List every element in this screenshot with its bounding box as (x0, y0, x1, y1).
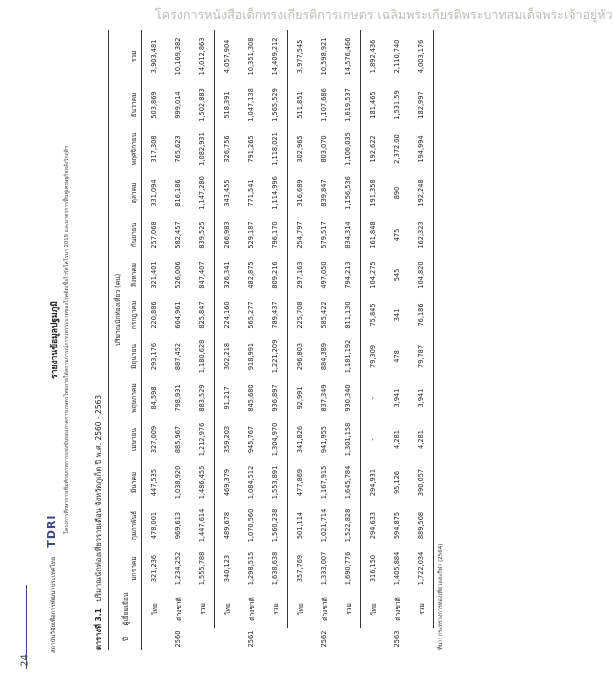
value-cell: 1,690,776 (336, 547, 361, 590)
value-cell: 1,212,976 (190, 418, 215, 461)
value-cell: 341,826 (296, 425, 304, 454)
value-cell: 809,216 (263, 255, 288, 295)
value-cell: 95,126 (393, 470, 401, 495)
header-month: กุมภาพันธ์ (129, 510, 138, 541)
total-cell: 2,110,740 (393, 39, 401, 74)
value-cell: 1,565,529 (263, 83, 288, 127)
table-row (142, 30, 167, 650)
value-cell: 825,847 (190, 295, 215, 335)
value-cell: 1,181,192 (336, 335, 361, 378)
table-source: ที่มา: กระทรวงการท่องเที่ยวและกีฬา (2564) (438, 543, 444, 650)
table-row (190, 30, 215, 650)
table-row (263, 30, 288, 650)
total-cell: 14,409,212 (263, 30, 288, 83)
table-row (215, 30, 240, 650)
value-cell: 839,847 (320, 179, 328, 207)
value-cell: 359,203 (223, 425, 231, 454)
value-cell: 225,708 (296, 301, 304, 329)
visitor-type-cell: รวม (190, 590, 215, 628)
value-cell: 326,341 (223, 261, 231, 289)
header-month: เมษายน (129, 427, 138, 452)
table-row (409, 30, 434, 650)
value-cell: 1,405,884 (393, 551, 401, 586)
value-cell: 1,021,714 (320, 508, 328, 543)
value-cell: 79,787 (409, 335, 434, 378)
value-cell: 302,218 (223, 342, 231, 371)
value-cell: 1,084,512 (247, 465, 255, 500)
value-cell: 1,180,628 (190, 335, 215, 378)
value-cell: 482,875 (247, 261, 255, 289)
total-cell: 14,012,863 (190, 30, 215, 83)
value-cell: 604,961 (174, 301, 182, 329)
table-row (288, 30, 313, 650)
value-cell: 889,508 (409, 504, 434, 547)
value-cell: 220,886 (150, 301, 158, 329)
value-cell: 224,160 (223, 301, 231, 329)
value-cell: - (369, 396, 377, 400)
value-cell: 162,323 (409, 215, 434, 255)
value-cell: 266,983 (223, 221, 231, 249)
value-cell: 3,941 (409, 378, 434, 418)
value-cell: 3,941 (393, 388, 401, 408)
value-cell: 192,248 (409, 171, 434, 215)
value-cell: 104,820 (409, 255, 434, 295)
value-cell: 343,455 (223, 179, 231, 207)
value-cell: 327,009 (150, 425, 158, 454)
footer-logo-block (40, 514, 58, 653)
table-row (312, 30, 336, 650)
value-cell: 294,931 (369, 468, 377, 497)
header-group: ปริมาณนักท่องเที่ยว (คน) (113, 273, 122, 347)
value-cell: 791,265 (247, 135, 255, 163)
value-cell: 885,967 (174, 425, 182, 454)
value-cell: 357,769 (296, 554, 304, 583)
value-cell: 317,308 (150, 135, 158, 163)
value-cell: 585,422 (320, 301, 328, 329)
header-month: กรกฎาคม (129, 300, 138, 330)
value-cell: 1,167,915 (320, 465, 328, 500)
value-cell: 254,797 (296, 221, 304, 249)
table-caption (93, 30, 105, 650)
total-cell: 10,598,921 (320, 37, 328, 76)
value-cell: 316,150 (369, 554, 377, 583)
header-month: มกราคม (129, 556, 138, 581)
value-cell: 594,875 (393, 511, 401, 540)
visitor-type-cell: รวม (336, 590, 361, 628)
visitor-type-cell: ต่างชาติ (174, 597, 183, 621)
total-cell: 10,109,382 (174, 37, 182, 76)
value-cell: 1,522,828 (336, 504, 361, 547)
value-cell: 1,304,970 (263, 418, 288, 461)
value-cell: 194,994 (409, 127, 434, 171)
value-cell: 890 (393, 186, 401, 200)
value-cell: 501,114 (296, 511, 304, 540)
value-cell: 565,277 (247, 301, 255, 329)
value-cell: 803,070 (320, 135, 328, 163)
value-cell: 1,082,931 (190, 127, 215, 171)
value-cell: 1,722,034 (409, 547, 434, 590)
value-cell: 390,057 (409, 461, 434, 504)
value-cell: 511,851 (296, 91, 304, 119)
value-cell: 489,678 (223, 511, 231, 540)
value-cell: 181,465 (369, 91, 377, 119)
year-cell: 2562 (320, 630, 328, 648)
value-cell: 478 (393, 350, 401, 363)
report-subtitle: โครงการศึกษาการเพิ่มศักยภาพการแข่งขันของภาคการเกษตรไทยภายใต้สถานการณ์การแพร่ระบาดของโรคติดเชื้อไวรัสโคโรนา 2019 และมาตรการฟื้นฟูเศรษฐกิจหลังวิกฤติฯ (64, 146, 70, 534)
value-cell: 497,050 (320, 261, 328, 289)
header-month: พฤศจิกายน (129, 132, 138, 166)
value-cell: 4,281 (393, 430, 401, 449)
value-cell: 999,014 (174, 91, 182, 119)
value-cell: 811,130 (336, 295, 361, 335)
value-cell: 1,038,920 (174, 465, 182, 500)
page-number: 24 (19, 654, 31, 667)
value-cell: 326,756 (223, 135, 231, 163)
total-cell: 14,576,466 (336, 30, 361, 83)
value-cell: 475 (393, 228, 401, 242)
value-cell: 84,598 (150, 386, 158, 410)
running-header-title: โครงการหนังสือเด็กทรงเกียรติการเกษตร เฉลิมพระเกียรติพระบาทสมเด็จพระเจ้าอยู่หัว (155, 7, 613, 22)
value-cell: 941,955 (320, 425, 328, 454)
table-row (361, 30, 386, 650)
value-cell: 191,358 (369, 179, 377, 207)
value-cell: 296,803 (296, 342, 304, 371)
value-cell: 447,535 (150, 468, 158, 497)
visitor-type-cell: ไทย (223, 603, 232, 615)
value-cell: 182,997 (409, 83, 434, 127)
value-cell: 930,340 (336, 378, 361, 418)
total-cell: 10,351,308 (247, 37, 255, 76)
value-cell: 297,163 (296, 261, 304, 289)
value-cell: 1,531.59 (393, 90, 401, 120)
value-cell: 104,275 (369, 261, 377, 289)
total-cell: 4,057,904 (223, 39, 231, 74)
visitor-type-cell: ต่างชาติ (320, 597, 329, 621)
table-number: ตารางที่ 3.1 (94, 608, 103, 650)
value-cell: 1,070,560 (247, 508, 255, 543)
header-month: รวม (129, 50, 138, 63)
visitor-type-cell: รวม (409, 590, 434, 628)
value-cell: 4,281 (409, 418, 434, 461)
total-cell: 1,892,436 (369, 39, 377, 74)
value-cell: 845,680 (247, 384, 255, 412)
value-cell: 469,379 (223, 468, 231, 497)
value-cell: 887,452 (174, 342, 182, 371)
total-cell: 4,003,176 (409, 30, 434, 83)
value-cell: 76,186 (409, 295, 434, 335)
visitor-type-cell: รวม (263, 590, 288, 628)
value-cell: 582,457 (174, 221, 182, 249)
tourist-table (108, 30, 434, 650)
header-month: กันยายน (129, 222, 138, 248)
value-cell: 834,314 (336, 215, 361, 255)
table-row (385, 30, 409, 650)
visitor-type-cell: ไทย (296, 603, 305, 615)
report-title: รายงานข้อมูลปฐมภูมิ (50, 301, 60, 379)
value-cell: 294,633 (369, 511, 377, 540)
value-cell: 545 (393, 268, 401, 282)
value-cell: 837,349 (320, 384, 328, 412)
table-row (166, 30, 190, 650)
value-cell: 1,560,238 (263, 504, 288, 547)
header-month: ตุลาคม (129, 182, 138, 204)
value-cell: 79,309 (369, 344, 377, 369)
total-cell: 3,977,545 (296, 39, 304, 74)
value-cell: 92,991 (296, 386, 304, 410)
value-cell: 91,217 (223, 386, 231, 410)
value-cell: 1,114,996 (263, 171, 288, 215)
value-cell: 75,845 (369, 303, 377, 327)
value-cell: 1,619,537 (336, 83, 361, 127)
value-cell: 1,221,209 (263, 335, 288, 378)
visitor-type-cell: ต่างชาติ (247, 597, 256, 621)
value-cell: 477,869 (296, 468, 304, 497)
total-cell: 3,903,481 (150, 39, 158, 74)
header-month: พฤษภาคม (129, 383, 138, 413)
header-year: ปี (121, 636, 130, 642)
year-cell: 2563 (393, 630, 401, 648)
value-cell: 1,147,280 (190, 171, 215, 215)
value-cell: 1,298,515 (247, 551, 255, 586)
value-cell: 883,529 (190, 378, 215, 418)
value-cell: 1,502,883 (190, 83, 215, 127)
header-month: มิถุนายน (129, 344, 138, 369)
value-cell: 1,107,686 (320, 88, 328, 122)
value-cell: 2,372.00 (393, 134, 401, 164)
value-cell: 1,106,035 (336, 127, 361, 171)
table-row (239, 30, 263, 650)
value-cell: 1,638,638 (263, 547, 288, 590)
header-month: ธันวาคม (129, 92, 138, 118)
value-cell: 1,486,455 (190, 461, 215, 504)
tdri-logo: TDRI (45, 514, 58, 548)
value-cell: 969,613 (174, 511, 182, 540)
value-cell: 1,645,784 (336, 461, 361, 504)
year-cell: 2560 (174, 630, 183, 648)
value-cell: 789,437 (263, 295, 288, 335)
value-cell: 316,689 (296, 179, 304, 207)
value-cell: 798,931 (174, 384, 182, 412)
value-cell: 161,848 (369, 221, 377, 249)
header-month: มีนาคม (129, 471, 138, 494)
value-cell: 192,622 (369, 135, 377, 163)
value-cell: 1,553,891 (263, 461, 288, 504)
value-cell: 796,170 (263, 215, 288, 255)
value-cell: 847,407 (190, 255, 215, 295)
value-cell: 1,333,007 (320, 551, 328, 586)
table-title: ปริมาณนักท่องเที่ยวรายเดือน จังหวัดภูเก็ต ปี พ.ศ. 2560 - 2563 (94, 394, 103, 602)
value-cell: 1,156,536 (336, 171, 361, 215)
value-cell: 579,517 (320, 221, 328, 249)
visitor-type-cell: ต่างชาติ (393, 597, 402, 621)
value-cell: - (369, 438, 377, 441)
table-row (336, 30, 361, 650)
value-cell: 839,525 (190, 215, 215, 255)
value-cell: 816,186 (174, 179, 182, 207)
value-cell: 1,047,138 (247, 88, 255, 122)
value-cell: 341 (393, 308, 401, 322)
value-cell: 884,389 (320, 342, 328, 371)
visitor-type-cell: ไทย (369, 603, 378, 615)
value-cell: 257,068 (150, 221, 158, 249)
value-cell: 765,623 (174, 135, 182, 163)
value-cell: 1,234,252 (174, 551, 182, 586)
value-cell: 518,391 (223, 91, 231, 119)
value-cell: 918,991 (247, 342, 255, 371)
value-cell: 936,897 (263, 378, 288, 418)
value-cell: 321,236 (150, 554, 158, 583)
value-cell: 1,118,021 (263, 127, 288, 171)
header-month: สิงหาคม (129, 262, 138, 288)
value-cell: 340,123 (223, 554, 231, 583)
year-cell: 2561 (247, 630, 255, 648)
value-cell: 321,401 (150, 261, 158, 289)
value-cell: 331,094 (150, 179, 158, 207)
visitor-type-cell: ไทย (150, 603, 159, 615)
value-cell: 293,176 (150, 342, 158, 371)
value-cell: 529,187 (247, 221, 255, 249)
value-cell: 503,869 (150, 91, 158, 119)
value-cell: 526,006 (174, 261, 182, 289)
value-cell: 478,001 (150, 511, 158, 540)
header-visitor-type: ผู้เยี่ยมเยือน (121, 592, 130, 626)
value-cell: 1,555,788 (190, 547, 215, 590)
value-cell: 1,301,158 (336, 418, 361, 461)
value-cell: 794,213 (336, 255, 361, 295)
rotated-page-content (45, 30, 444, 650)
org-name: สถาบันวิจัยเพื่อการพัฒนาประเทศไทย (50, 556, 57, 653)
value-cell: 771,541 (247, 179, 255, 207)
value-cell: 302,965 (296, 135, 304, 163)
value-cell: 945,767 (247, 425, 255, 454)
value-cell: 1,447,614 (190, 504, 215, 547)
